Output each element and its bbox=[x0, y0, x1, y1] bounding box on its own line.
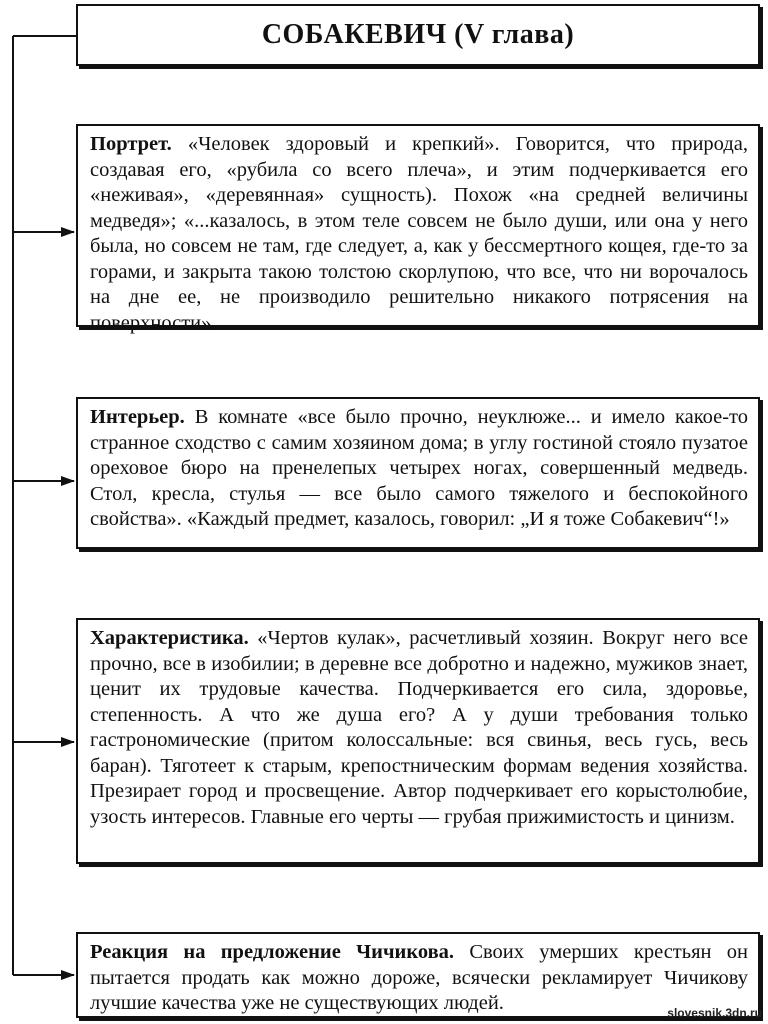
section-text: «Чертов кулак», расчетливый хозяин. Вокруг него все прочно, все в изобилии; в деревне все добротно и надежно, мужиков знает, ценит их трудовые качества. Подчеркивается его сила, здоровье, степенность. А что же душа его? А у души требования только гастрономические (притом колоссальные: вся свинья, весь гусь, весь баран). Тяготеет к старым, крепостническим формам ведения хозяйства. Презирает город и просвещение. Автор подчеркивает его корыстолюбие, узость интересов. Главные его черты — грубая прижимистость и цинизм. bbox=[90, 627, 748, 828]
title-box bbox=[76, 4, 760, 66]
section-heading: Характеристика. bbox=[90, 627, 258, 649]
section-heading: Портрет. bbox=[90, 133, 188, 155]
watermark: slovesnik.3dn.ru bbox=[667, 1006, 762, 1020]
page-title: СОБАКЕВИЧ (V глава) bbox=[261, 19, 575, 50]
section-text: В комнате «все было прочно, неуклюже... и имело какое-то странное сходство с самим хозяином дома; в углу гостиной стояло пузатое ореховое бюро на пренелепых четырех ногах, совершенный медведь. Стол, кресла, стулья — все было самого тяжелого и беспокойного свойства». «Каждый предмет, казалось, говорил: „И я тоже Собакевич“!» bbox=[90, 406, 748, 530]
section-heading: Интерьер. bbox=[90, 406, 195, 428]
section-text: Своих умерших крестьян он пытается продать как можно дороже, всячески рекламирует Чичикову лучшие качества уже не существующих людей. bbox=[90, 941, 748, 1014]
section-character bbox=[76, 618, 760, 864]
section-text: «Человек здоровый и крепкий». Говорится, что природа, создавая его, «рубила со всего плеча», и этим подчеркивается его «неживая», «деревянная» сущность). Похож «на средней величины медведя»; «...казалось, в этом теле совсем не было души, или она у него была, но совсем не там, где следует, а, как у бессмертного кощея, где-то за горами, и закрыта такою толстою скорлупою, что все, что ни ворочалось на дне ее, не производило решительно никакого потрясения на поверхности». bbox=[90, 133, 748, 334]
section-interior bbox=[76, 397, 760, 549]
section-reaction bbox=[76, 932, 760, 1018]
section-portrait bbox=[76, 124, 760, 334]
section-heading: Реакция на предложение Чичикова. bbox=[90, 941, 470, 963]
